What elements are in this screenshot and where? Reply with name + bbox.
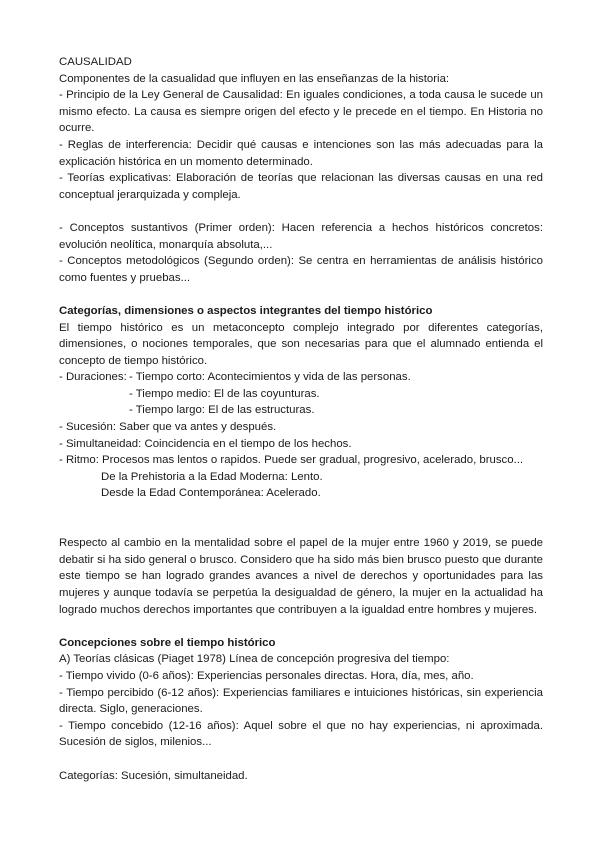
section-heading-categorias: Categorías, dimensiones o aspectos integrantes del tiempo histórico bbox=[59, 304, 433, 317]
causalidad-item: - Reglas de interferencia: Decidir qué causas e intenciones son las más adecuadas para la explicación histórica en un momento determinado. bbox=[59, 138, 543, 168]
causalidad-item: - Principio de la Ley General de Causalidad: En iguales condiciones, a toda causa le sucede un mismo efecto. La causa es siempre origen del efecto y le precede en el tiempo. En Historia no ocurre. bbox=[59, 89, 543, 135]
spacer bbox=[59, 286, 543, 303]
causalidad-intro: Componentes de la casualidad que influyen en las enseñanzas de la historia: bbox=[59, 72, 450, 85]
spacer bbox=[59, 751, 543, 768]
concept-item: - Conceptos sustantivos (Primer orden): Hacen referencia a hechos históricos concretos: evolución neolítica, monarquía absoluta,... bbox=[59, 221, 543, 251]
duraciones-block bbox=[59, 369, 543, 386]
ritmo-example: De la Prehistoria a la Edad Moderna: Lento. bbox=[101, 470, 323, 483]
tiempo-item: - Tiempo percibido (6-12 años): Experiencias familiares e intuiciones históricas, sin experiencia directa. Siglo, generaciones. bbox=[59, 686, 543, 716]
duracion-item: - Tiempo corto: Acontecimientos y vida de las personas. bbox=[129, 371, 411, 384]
teorias-clasicas-intro: A) Teorías clásicas (Piaget 1978) Línea de concepción progresiva del tiempo: bbox=[59, 653, 450, 666]
tiempo-historico-intro: El tiempo histórico es un metaconcepto complejo integrado por diferentes categorías, dimensiones, o nociones temporales, que son necesarias para que el alumnado entienda el concepto de tiempo histórico. bbox=[59, 321, 543, 367]
duracion-item: - Tiempo largo: El de las estructuras. bbox=[129, 404, 315, 417]
causalidad-item: - Teorías explicativas: Elaboración de teorías que relacionan las diversas causas en una red conceptual jerarquizada y compleja. bbox=[59, 172, 543, 201]
mujer-paragraph: Respecto al cambio en la mentalidad sobre el papel de la mujer entre 1960 y 2019, se puede debatir si ha sido general o brusco. Considero que ha sido más bien brusco puesto que durante este tiempo se han logrado grandes avances a nivel de derechos y oportunidades para las mujeres y aunque todavía se perpetúa la desigualdad de género, la mujer en la actualidad ha logrado muchos derechos importantes que contribuyen a la igualdad entre hombres y mujeres. bbox=[59, 537, 543, 616]
causalidad-title: CAUSALIDAD bbox=[59, 56, 132, 68]
simultaneidad-item: - Simultaneidad: Coincidencia en el tiempo de los hechos. bbox=[59, 437, 352, 450]
sucesion-item: - Sucesión: Saber que va antes y después. bbox=[59, 421, 277, 434]
spacer bbox=[59, 618, 543, 635]
ritmo-example: Desde la Edad Contemporánea: Acelerado. bbox=[101, 487, 321, 500]
tiempo-item: - Tiempo vivido (0-6 años): Experiencias personales directas. Hora, día, mes, año. bbox=[59, 669, 474, 682]
concept-item: - Conceptos metodológicos (Segundo orden): Se centra en herramientas de análisis histórico como fuentes y pruebas... bbox=[59, 255, 543, 284]
spacer bbox=[59, 519, 543, 536]
ritmo-item: - Ritmo: Procesos mas lentos o rapidos. Puede ser gradual, progresivo, acelerado, brusco... bbox=[59, 454, 524, 467]
duraciones-label: - Duraciones: bbox=[59, 371, 127, 384]
spacer bbox=[59, 203, 543, 220]
categorias-line: Categorías: Sucesión, simultaneidad. bbox=[59, 769, 248, 782]
spacer bbox=[59, 502, 543, 519]
document-page bbox=[59, 54, 543, 784]
tiempo-item: - Tiempo concebido (12-16 años): Aquel sobre el que no hay experiencias, ni aproximada. Sucesión de siglos, milenios... bbox=[59, 719, 543, 749]
section-heading-concepciones: Concepciones sobre el tiempo histórico bbox=[59, 636, 276, 649]
duracion-item: - Tiempo medio: El de las coyunturas. bbox=[129, 387, 320, 400]
